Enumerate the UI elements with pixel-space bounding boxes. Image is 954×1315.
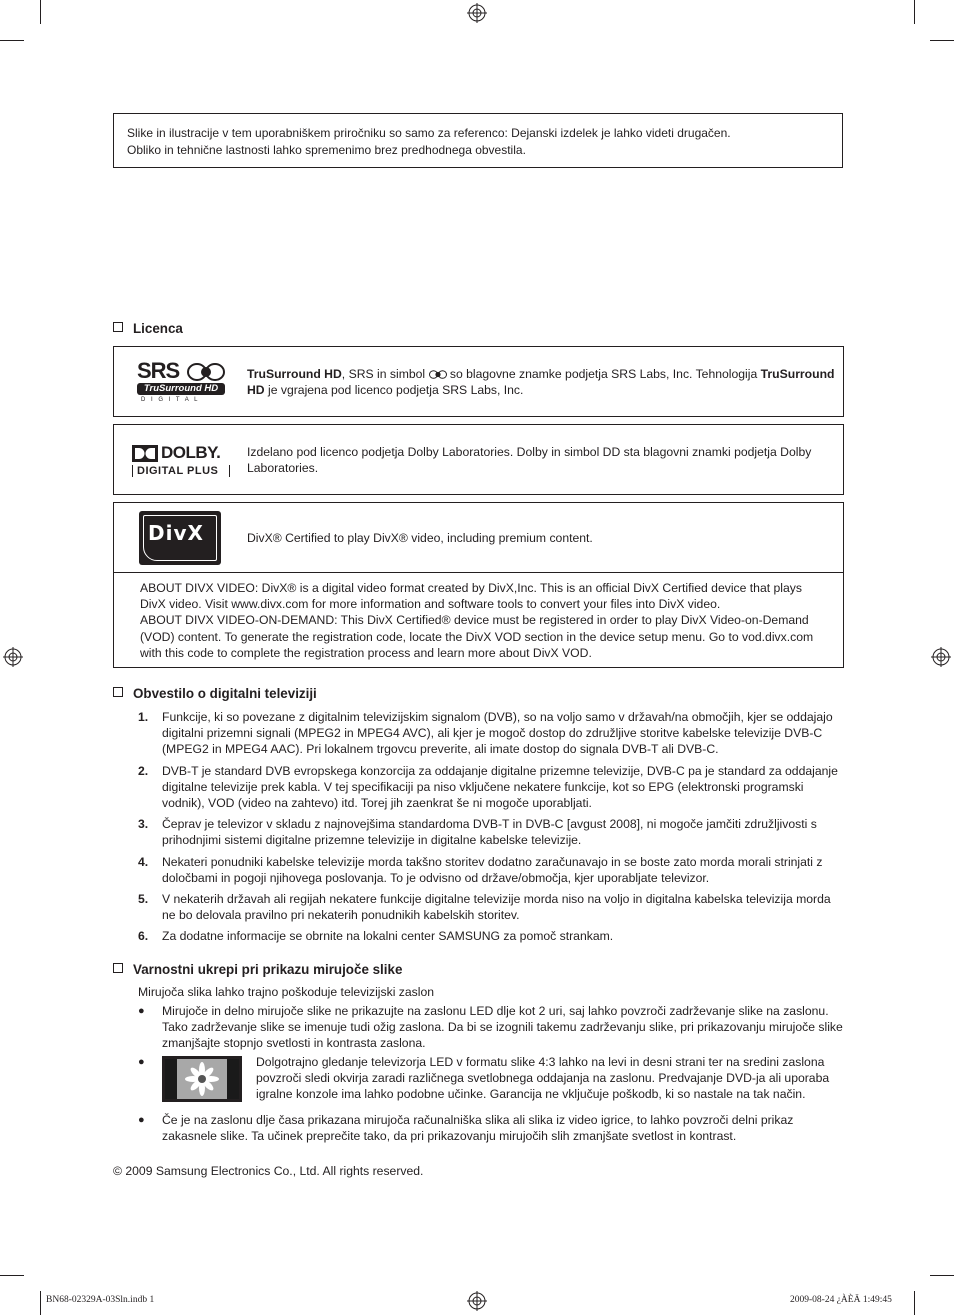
bullet-icon: ● [138,1005,145,1017]
divx-about-line: with this code to complete the registration process and learn more about DivX VOD. [140,645,592,660]
bullet-icon: ● [138,1114,145,1126]
divx-about-line: DivX video. Visit www.divx.com for more information and software tools to convert your files into DivX video. [140,597,721,612]
item-number: 3. [138,817,149,832]
bullet-item [138,1112,844,1144]
heading-text: Obvestilo o digitalni televiziji [133,686,317,701]
crop-mark [930,40,954,41]
bullet-text: Dolgotrajno gledanje televizorja LED v formatu slike 4:3 lahko na levi in desni strani ter na sredini zaslona povzroči sledi okvirja zaradi različnega svetlobnega oddajanja na zaslonu. Predvajanje DVD-ja ali uporaba igralne konzole ima lahko podobne učinke. Garancija ne vključuje poškodb, ki so nastale na tak način. [256,1055,830,1102]
heading-text: Varnostni ukrepi pri prikazu mirujoče slike [133,962,403,977]
notice-line: Obliko in tehnične lastnosti lahko spremenimo brez predhodnega obvestila. [127,143,526,157]
footer-file-name: BN68-02329A-03Sln.indb 1 [46,1295,155,1305]
divx-about-line: ABOUT DIVX VIDEO: DivX® is a digital video format created by DivX,Inc. This is an official DivX Certified device that plays [140,581,802,595]
item-text: Nekateri ponudniki kabelske televizije morda takšno storitev dodatno zaračunavajo in se boste zato morda morali strinjati z določbami in pogoji njihovega poslovanja. To je odvisno od države/območja, kjer uporabljate televizor. [162,854,823,885]
crop-mark [0,1275,24,1276]
srs-description [247,366,839,398]
item-text: Za dodatne informacije se obrnite na lokalni center SAMSUNG za pomoč strankam. [162,929,614,944]
srs-bold-text: TruSurround HD [247,367,342,381]
dolby-logo-sub: DIGITAL PLUS [137,465,219,477]
crop-mark [40,0,41,24]
srs-bold-text: TruSurround HD [247,367,835,398]
still-image-heading [113,962,402,977]
registration-mark-icon [467,1291,487,1311]
item-text: DVB-T je standard DVB evropskega konzorcija za oddajanje digitalne prizemne televizije, DVB-C pa je standard za oddajanje digitalne televizije prek kabla. V tej specifikaciji pa niso vključene nekatere funkcije, kot so EPG (elektronski programski vodnik), VOD (video na zahtevo) itd. Torej jih zaenkrat še ni mogoče uporabljati. [162,763,838,811]
still-intro: Mirujoča slika lahko trajno poškoduje televizijski zaslon [138,985,435,999]
crop-mark [914,1291,915,1315]
item-text: V nekaterih državah ali regijah nekatere funkcije digitalne televizije morda niso na voljo in digitalna kabelska televizija morda ne bo delovala pravilno pri nekaterih ponudnikih kabelskih storitev. [162,892,831,923]
item-number: 1. [138,710,149,724]
srs-text: je vgrajena pod licenco podjetja SRS Labs, Inc. [264,383,524,398]
item-number: 2. [138,763,149,778]
footer-date: 2009-08-24 ¿ÀÈÄ 1:49:45 [790,1295,892,1305]
checkbox-square-icon [113,687,123,697]
srs-text: so blagovne znamke podjetja SRS Labs, Inc. Tehnologija [446,367,761,381]
dolby-bracket [132,465,133,477]
divx-logo [139,511,221,565]
list-item [138,763,844,812]
srs-logo-sub: TruSurround HD [137,383,225,395]
bullet-item [138,1054,844,1103]
srs-logo-digital: D I G I T A L [141,397,200,403]
divx-about-line: ABOUT DIVX VIDEO-ON-DEMAND: This DivX Certified® device must be registered in order to play DivX Video-on-Demand [140,613,809,628]
list-item [138,891,844,923]
srs-licence-box [113,346,844,417]
srs-symbol-icon [429,370,447,379]
divx-logo-text: DivX [148,521,204,545]
licence-heading [113,321,183,336]
crop-mark [40,1291,41,1315]
digital-tv-heading [113,686,317,701]
dolby-bracket [229,465,230,477]
srs-logo-text: SRS [137,358,180,383]
tv-flower-image [162,1056,242,1102]
item-number: 5. [138,892,149,907]
checkbox-square-icon [113,322,123,332]
srs-logo [137,358,227,405]
item-text: Funkcije, ki so povezane z digitalnim televizijskim signalom (DVB), so na voljo samo v državah/na območjih, kjer se oddajajo digitalni prizemni signali (MPEG2 in MPEG4 AVC), ali kjer je mogoč dostop do združljive storitve kabelske televizije DVB-C (MPEG2 in MPEG4 AAC). Pri lokalnem trgovcu preverite, ali imate dostop do signala DVB-T ali DVB-C. [162,710,833,757]
divx-about-line: (VOD) content. To generate the registration code, locate the DivX VOD section in the device setup menu. Go to vod.divx.com [140,629,814,644]
srs-text: , SRS in simbol [341,367,429,381]
divx-about [140,580,840,661]
list-item [138,709,844,758]
list-item [138,854,844,886]
crop-mark [0,40,24,41]
dolby-description: Izdelano pod licenco podjetja Dolby Laboratories. Dolby in simbol DD sta blagovni znamki podjetja Dolby Laboratories. [247,445,812,476]
bullet-text: Mirujoče in delno mirujoče slike ne prikazujte na zaslonu LED dlje kot 2 uri, saj lahko povzroči zadrževanje slike na zaslonu. Tako zadrževanje slike se imenuje tudi ožig zaslona. Da bi se izognili takemu zadrževanju slike, pri prikazovanju mirujoče slike zmanjšajte stopnjo svetlosti in kontrasta zaslona. [162,1004,843,1051]
dolby-logo [132,443,232,479]
registration-mark-icon [467,3,487,23]
notice-box [113,113,843,168]
crop-mark [914,0,915,24]
divx-licence-box [113,502,844,668]
list-item [138,816,844,848]
dolby-licence-box [113,424,844,495]
dolby-dd-icon [132,445,158,462]
divx-certified-text: DivX® Certified to play DivX® video, including premium content. [247,531,593,545]
list-item [138,928,844,944]
checkbox-square-icon [113,963,123,973]
copyright-text: © 2009 Samsung Electronics Co., Ltd. All rights reserved. [113,1164,424,1178]
srs-circle-icon [187,363,225,381]
crop-mark [930,1275,954,1276]
item-text: Čeprav je televizor v skladu z najnovejšima standardoma DVB-T in DVB-C [avgust 2008], ni mogoče jamčiti združljivosti s prihodnjimi sistemi digitalne prizemne televizije in digitalne kabelske televizije. [162,817,817,848]
notice-line: Slike in ilustracije v tem uporabniškem priročniku so samo za referenco: Dejanski izdelek je lahko videti drugačen. [127,126,731,140]
registration-mark-icon [931,647,951,667]
item-number: 4. [138,854,149,869]
bullet-text: Če je na zaslonu dlje časa prikazana mirujoča računalniška slika ali slika iz video igrice, to lahko povzroči delni prikaz zakasnele slike. Ta učinek preprečite tako, da pri prikazovanju mirujočih slih zmanjšate svetlost in kontrast. [162,1113,794,1144]
divx-divider [114,572,843,573]
dolby-logo-text: DOLBY. [161,443,221,462]
heading-text: Licenca [133,321,183,336]
registration-mark-icon [3,647,23,667]
digital-tv-list [138,709,844,950]
item-number: 6. [138,929,149,944]
bullet-item [138,1003,844,1052]
bullet-icon: ● [138,1056,145,1068]
